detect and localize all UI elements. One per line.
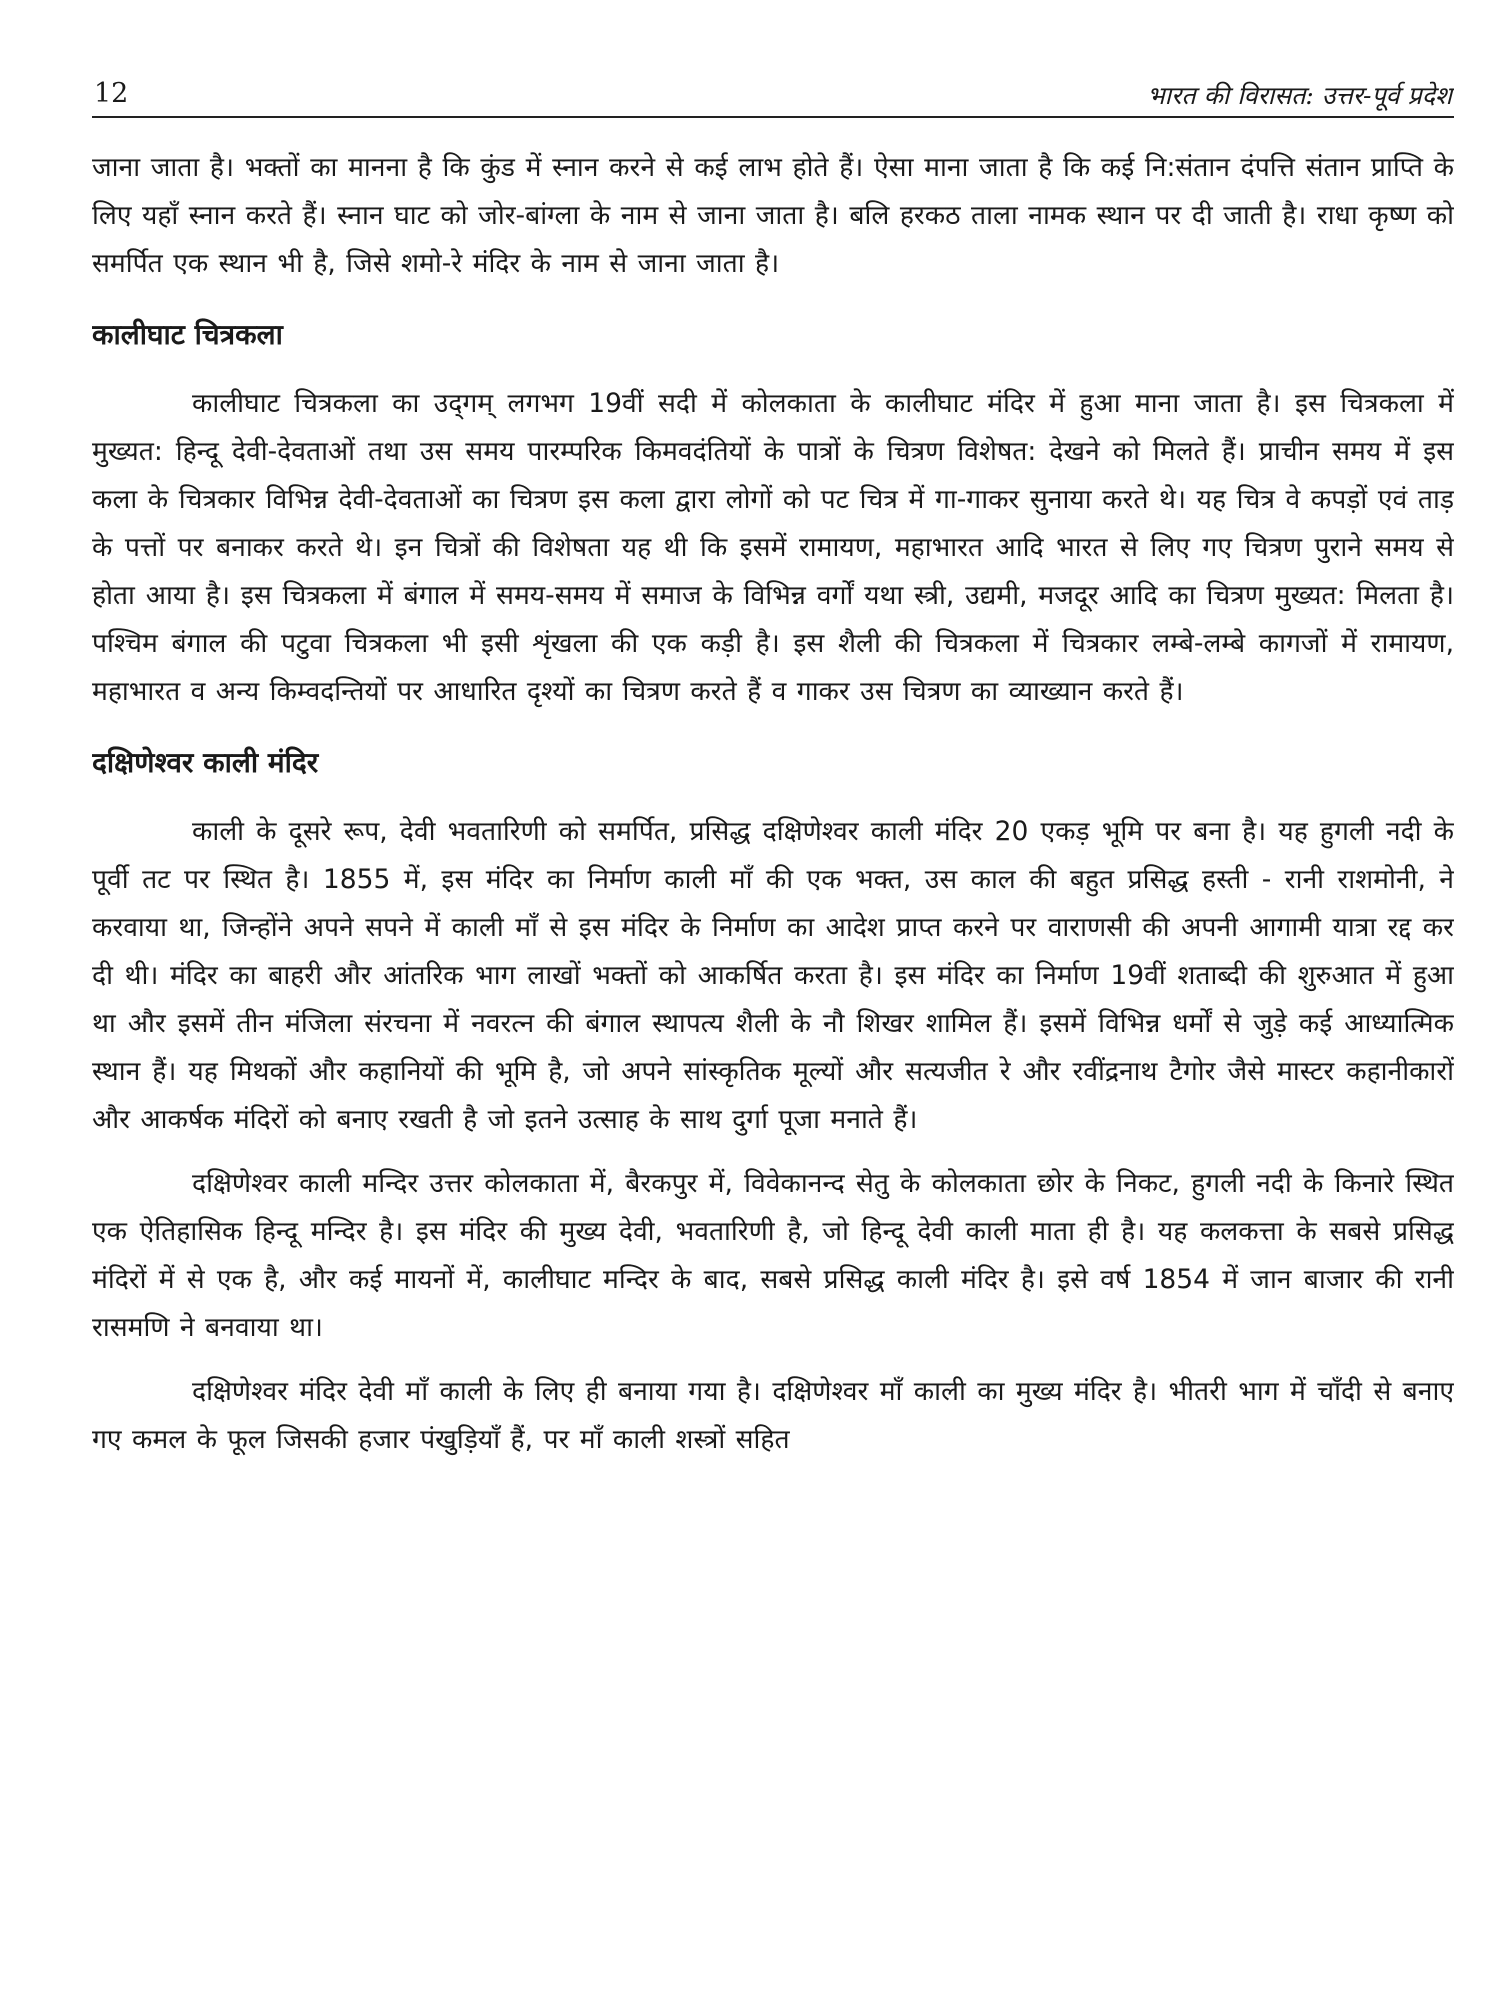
dakshineswar-paragraph-2: दक्षिणेश्वर काली मन्दिर उत्तर कोलकाता में, बैरकपुर में, विवेकानन्द सेतु के कोलकाता छोर के निकट, हुगली नदी के किनारे स्थित एक ऐतिहासिक हिन्दू मन्दिर है। इस मंदिर की मुख्य देवी, भवतारिणी है, जो हिन्दू देवी काली माता ही है। यह कलकत्ता के सबसे प्रसिद्ध मंदिरों में से एक है, और कई मायनों में, कालीघाट मन्दिर के बाद, सबसे प्रसिद्ध काली मंदिर है। इसे वर्ष 1854 में जान बाजार की रानी रासमणि ने बनवाया था। xyxy=(92,1168,1454,1343)
document-page xyxy=(92,70,1454,1970)
kalighat-paragraph: कालीघाट चित्रकला का उद्‌गम् लगभग 19वीं सदी में कोलकाता के कालीघाट मंदिर में हुआ माना जाता है। इस चित्रकला में मुख्यत: हिन्दू देवी-देवताओं तथा उस समय पारम्परिक किमवदंतियों के पात्रों के चित्रण विशेषत: देखने को मिलते हैं। प्राचीन समय में इस कला के चित्रकार विभिन्न देवी-देवताओं का चित्रण इस कला द्वारा लोगों को पट चित्र में गा-गाकर सुनाया करते थे। यह चित्र वे कपड़ों एवं ताड़ के पत्तों पर बनाकर करते थे। इन चित्रों की विशेषता यह थी कि इसमें रामायण, महाभारत आदि भारत से लिए गए चित्रण पुराने समय से होता आया है। इस चित्रकला में बंगाल में समय-समय में समाज के विभिन्न वर्गों यथा स्त्री, उद्यमी, मजदूर आदि का चित्रण मुख्यत: मिलता है। पश्चिम बंगाल की पटुवा चित्रकला भी इसी शृंखला की एक कड़ी है। इस शैली की चित्रकला में चित्रकार लम्बे-लम्बे कागजों में रामायण, महाभारत व अन्य किम्वदन्तियों पर आधारित दृश्यों का चित्रण करते हैं व गाकर उस चित्रण का व्याख्यान करते हैं। xyxy=(92,388,1454,707)
book-title: भारत की विरासत: उत्तर-पूर्व प्रदेश xyxy=(1147,81,1452,110)
page-number: 12 xyxy=(94,78,129,109)
kalighat-heading: कालीघाट चित्रकला xyxy=(92,318,283,351)
intro-paragraph: जाना जाता है। भक्तों का मानना है कि कुंड में स्नान करने से कई लाभ होते हैं। ऐसा माना जाता है कि कई नि:संतान दंपत्ति संतान प्राप्ति के लिए यहाँ स्नान करते हैं। स्नान घाट को जोर-बांग्ला के नाम से जाना जाता है। बलि हरकठ ताला नामक स्थान पर दी जाती है। राधा कृष्ण को समर्पित एक स्थान भी है, जिसे शमो-रे मंदिर के नाम से जाना जाता है। xyxy=(92,152,1454,279)
dakshineswar-heading: दक्षिणेश्वर काली मंदिर xyxy=(92,746,319,779)
dakshineswar-paragraph-3: दक्षिणेश्वर मंदिर देवी माँ काली के लिए ही बनाया गया है। दक्षिणेश्वर माँ काली का मुख्य मंदिर है। भीतरी भाग में चाँदी से बनाए गए कमल के फूल जिसकी हजार पंखुड़ियाँ हैं, पर माँ काली शस्त्रों सहित xyxy=(92,1376,1454,1455)
page-content xyxy=(92,144,1454,1464)
running-header xyxy=(92,70,1454,118)
dakshineswar-paragraph-1: काली के दूसरे रूप, देवी भवतारिणी को समर्पित, प्रसिद्ध दक्षिणेश्वर काली मंदिर 20 एकड़ भूमि पर बना है। यह हुगली नदी के पूर्वी तट पर स्थित है। 1855 में, इस मंदिर का निर्माण काली माँ की एक भक्त, उस काल की बहुत प्रसिद्ध हस्ती - रानी राशमोनी, ने करवाया था, जिन्होंने अपने सपने में काली माँ से इस मंदिर के निर्माण का आदेश प्राप्त करने पर वाराणसी की अपनी आगामी यात्रा रद्द कर दी थी। मंदिर का बाहरी और आंतरिक भाग लाखों भक्तों को आकर्षित करता है। इस मंदिर का निर्माण 19वीं शताब्दी की शुरुआत में हुआ था और इसमें तीन मंजिला संरचना में नवरत्न की बंगाल स्थापत्य शैली के नौ शिखर शामिल हैं। इसमें विभिन्न धर्मों से जुड़े कई आध्यात्मिक स्थान हैं। यह मिथकों और कहानियों की भूमि है, जो अपने सांस्कृतिक मूल्यों और सत्यजीत रे और रवींद्रनाथ टैगोर जैसे मास्टर कहानीकारों और आकर्षक मंदिरों को बनाए रखती है जो इतने उत्साह के साथ दुर्गा पूजा मनाते हैं। xyxy=(92,816,1454,1135)
